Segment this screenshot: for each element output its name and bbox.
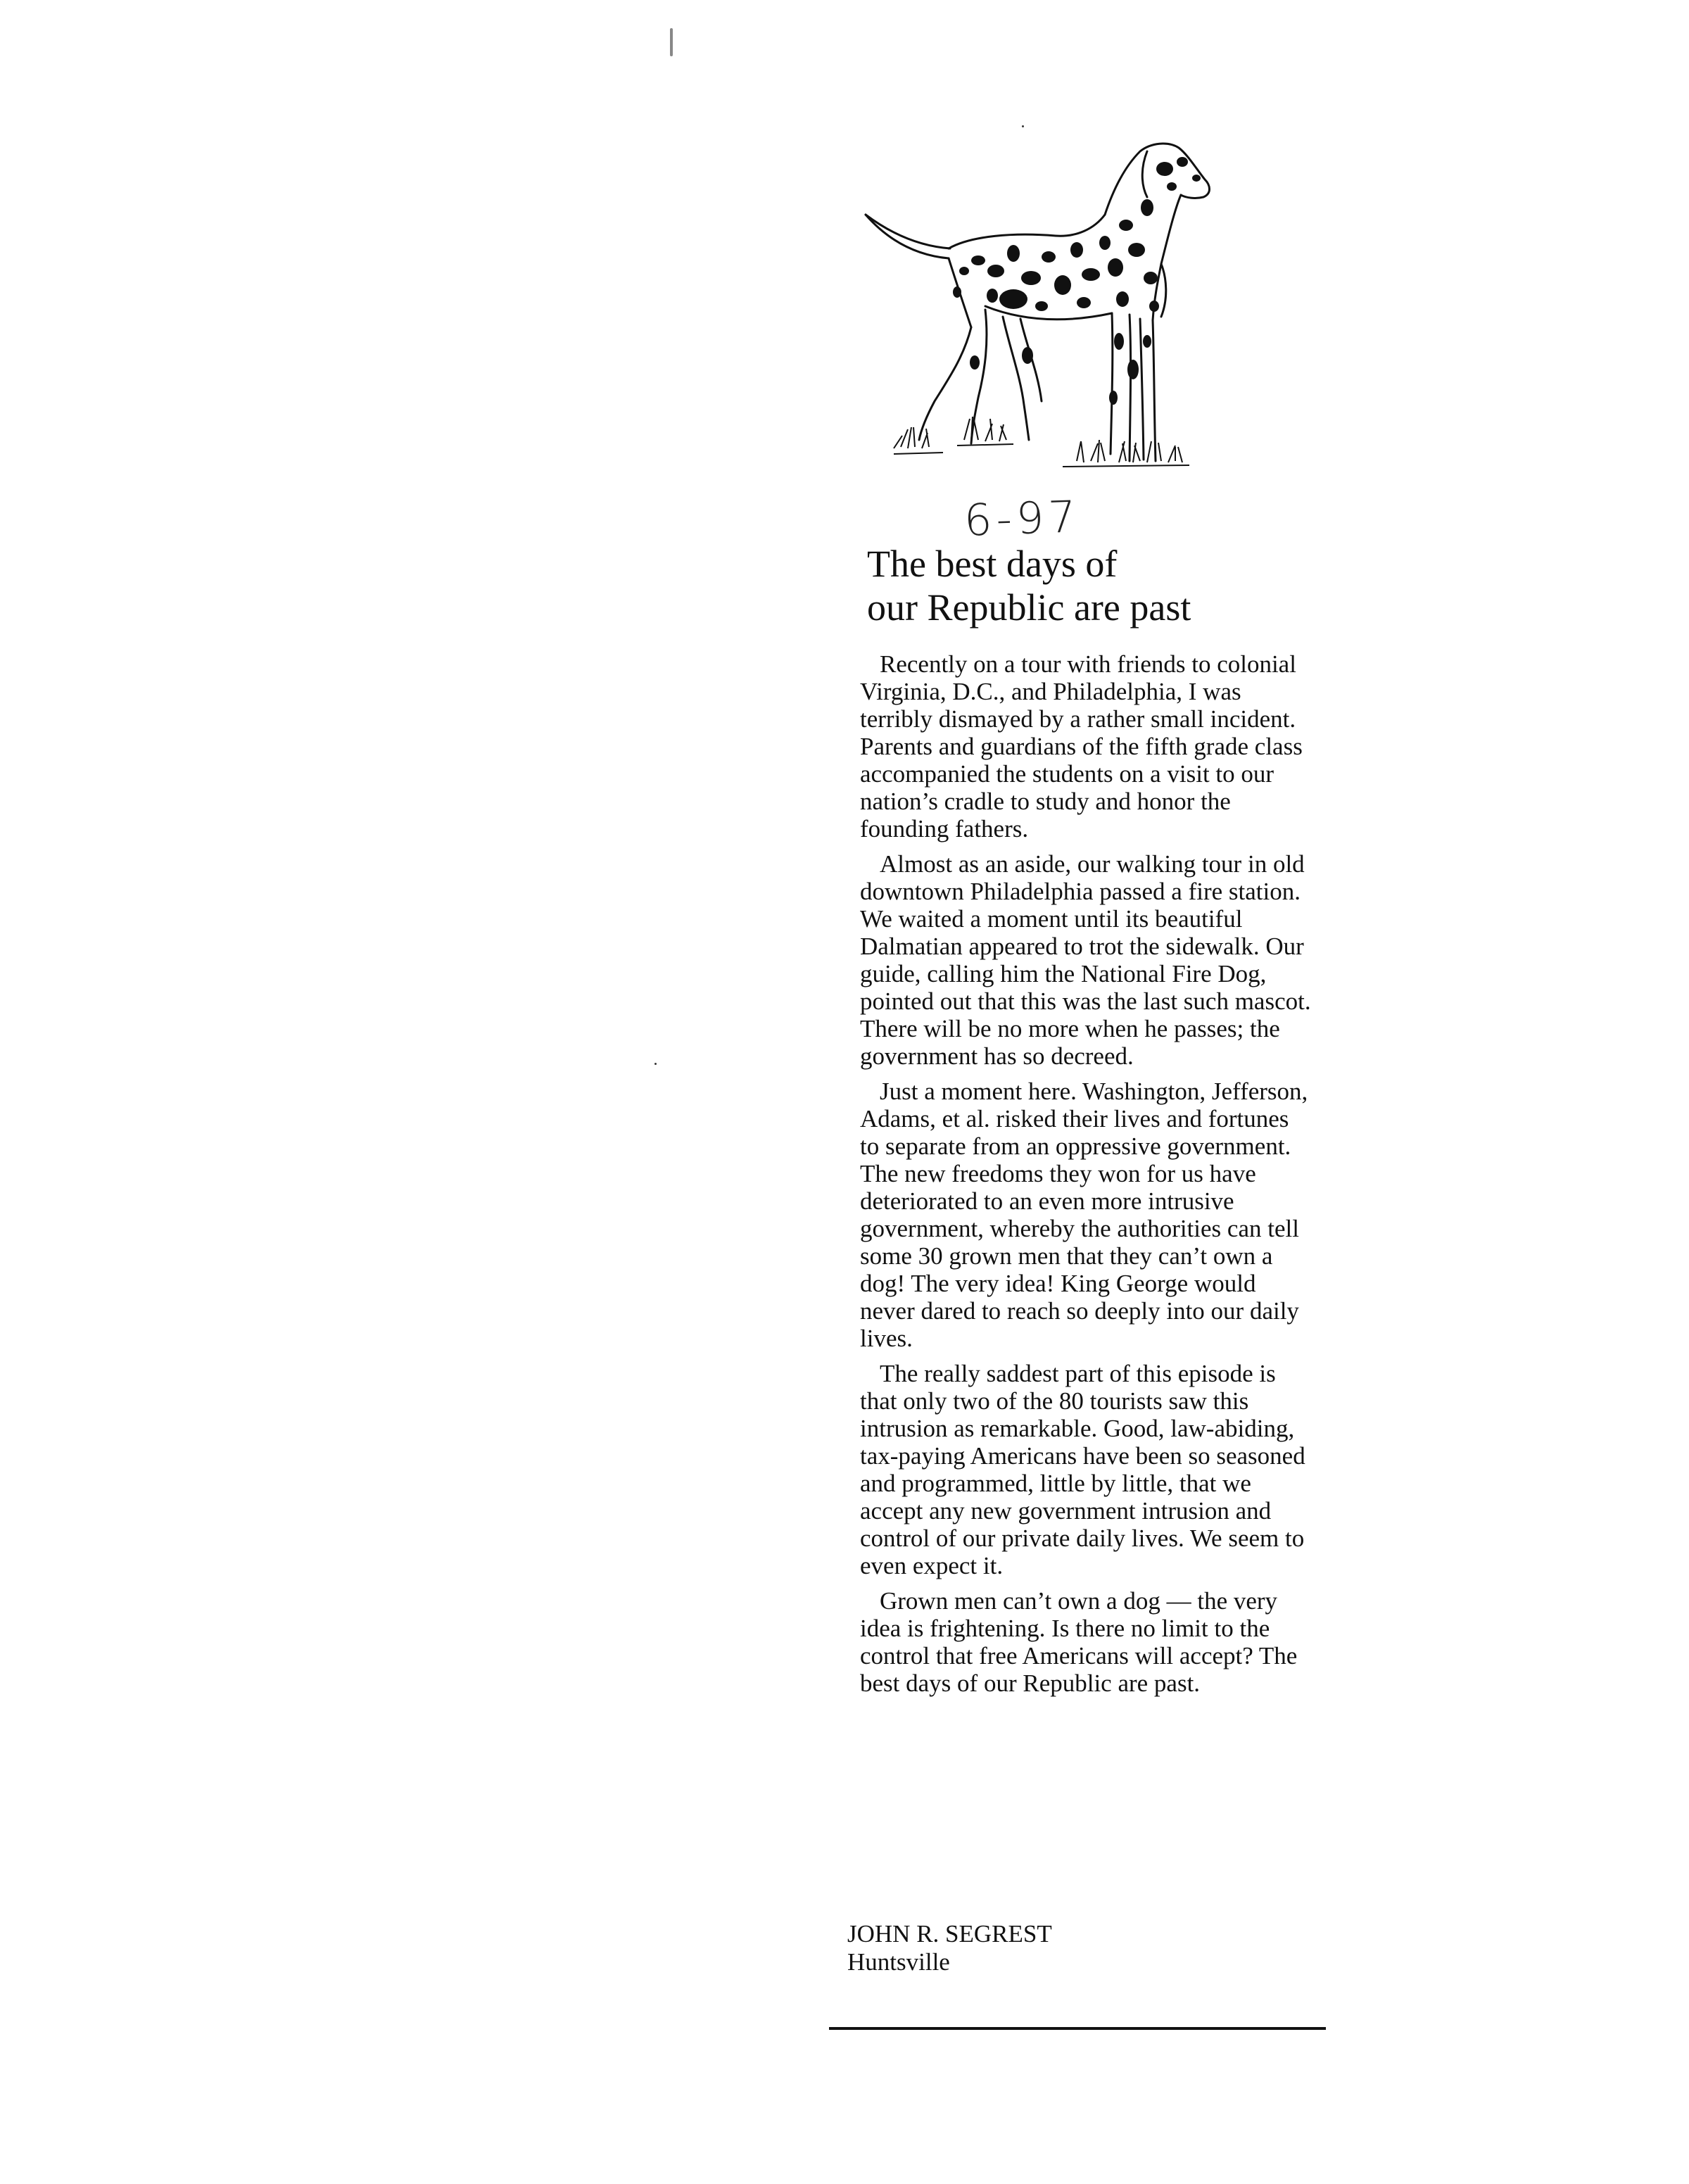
paragraph-3: Just a moment here. Washington, Jefferson, Adams, et al. risked their lives and fortunes to separate from an oppressive government. The new freedoms they won for us have deteriorated to an even more intrusive government, whereby the authorities can tell some 30 grown men that they can’t own a dog! The very idea! King George would never dared to reach so deeply into our daily lives. xyxy=(860,1078,1308,1352)
dalmatian-dog-icon xyxy=(852,130,1232,510)
bottom-rule xyxy=(829,2027,1326,2030)
signature-block xyxy=(847,1920,1052,1976)
paragraph-4: The really saddest part of this episode is that only two of the 80 tourists saw this intrusion as remarkable. Good, law-abiding, tax-paying Americans have been so seasoned and programmed, little by little, that we accept any new government intrusion and control of our private daily lives. We seem to even expect it. xyxy=(860,1360,1305,1579)
author-name: JOHN R. SEGREST xyxy=(847,1920,1052,1948)
scan-speck xyxy=(670,28,673,56)
article-body xyxy=(860,650,1314,1705)
author-city: Huntsville xyxy=(847,1948,950,1976)
scan-speck xyxy=(654,1063,657,1065)
paragraph-1: Recently on a tour with friends to colonial Virginia, D.C., and Philadelphia, I was terribly dismayed by a rather small incident. Parents and guardians of the fifth grade class accompanied the students on a visit to our nation’s cradle to study and honor the founding fathers. xyxy=(860,650,1303,842)
article-headline xyxy=(867,542,1360,629)
handwritten-date: 6-97 xyxy=(963,491,1081,546)
paragraph-5: Grown men can’t own a dog — the very idea is frightening. Is there no limit to the control that free Americans will accept? The best days of our Republic are past. xyxy=(860,1587,1298,1697)
scan-speck xyxy=(1022,125,1024,127)
paragraph-2: Almost as an aside, our walking tour in old downtown Philadelphia passed a fire station. We waited a moment until its beautiful Dalmatian appeared to trot the sidewalk. Our guide, calling him the National Fire Dog, pointed out that this was the last such mascot. There will be no more when he passes; the government has so decreed. xyxy=(860,850,1311,1070)
headline-line-2: our Republic are past xyxy=(867,586,1191,629)
headline-line-1: The best days of xyxy=(867,543,1118,585)
